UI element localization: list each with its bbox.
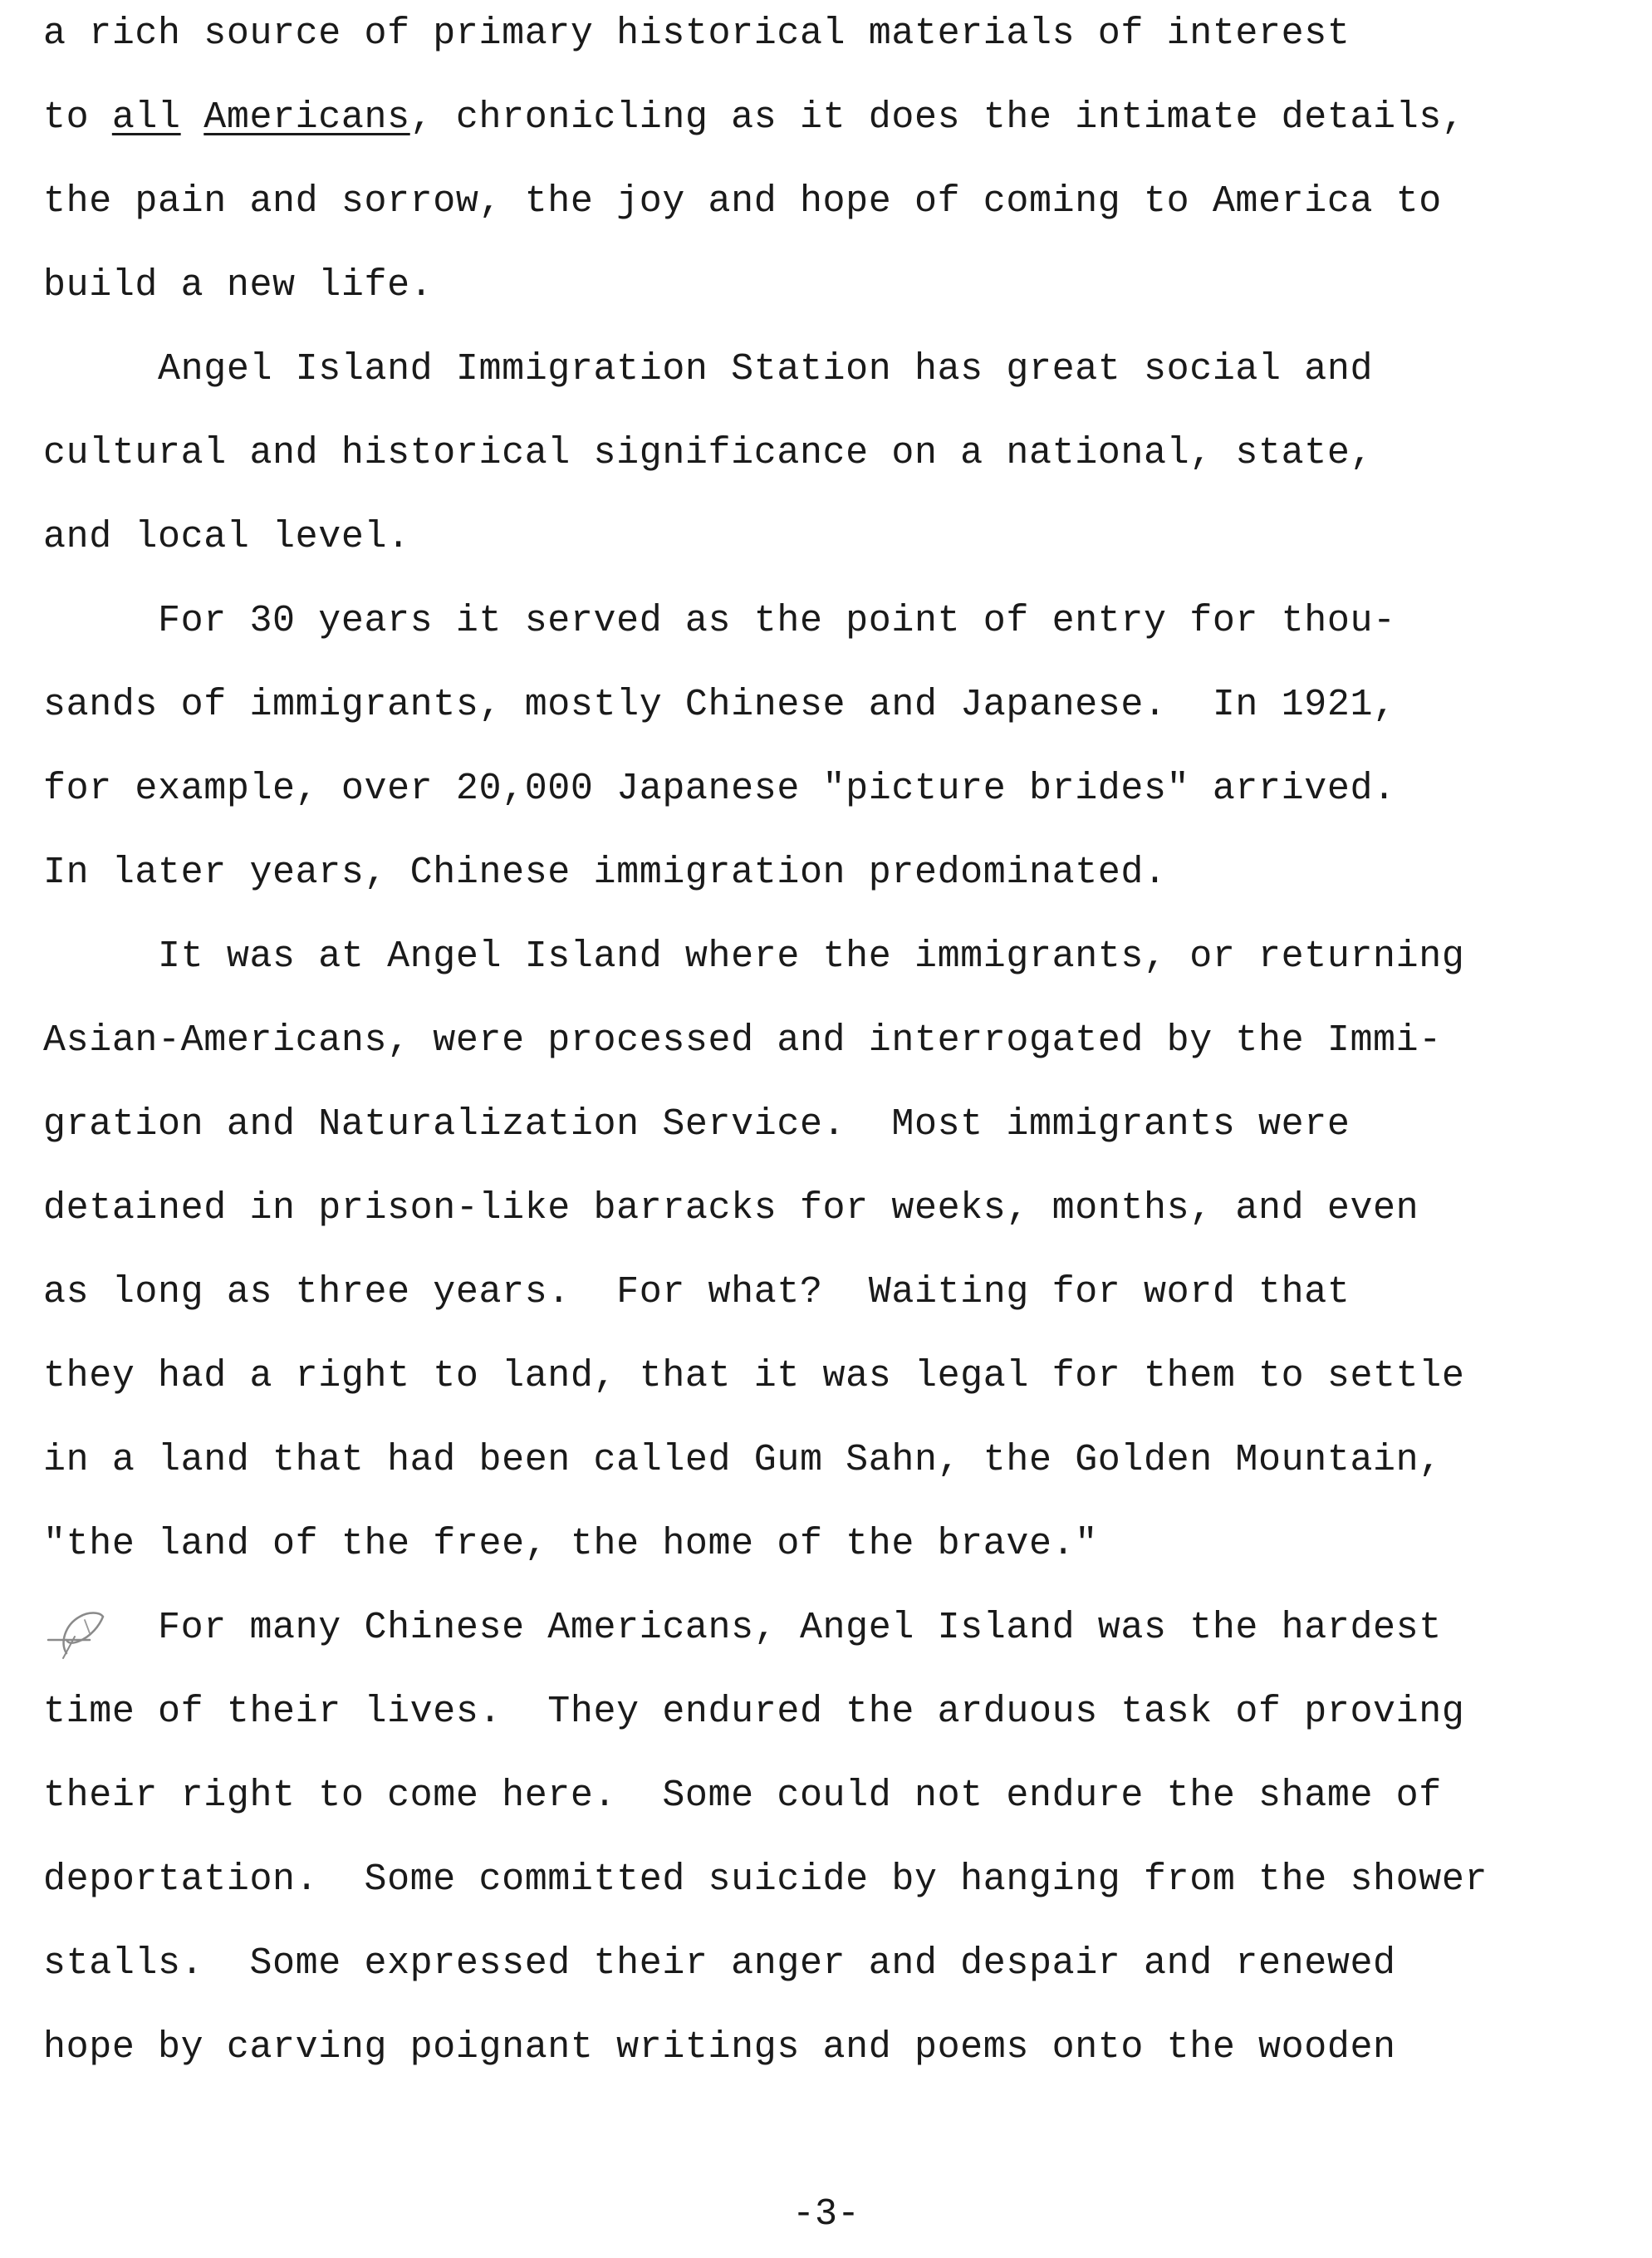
text-line bbox=[43, 518, 410, 602]
text-line bbox=[43, 686, 1396, 770]
text-segment: It was at Angel Island where the immigrants, or returning bbox=[43, 935, 1465, 978]
text-segment: in a land that had been called Gum Sahn, the Golden Mountain, bbox=[43, 1439, 1442, 1481]
text-segment: hope by carving poignant writings and poems onto the wooden bbox=[43, 2026, 1396, 2069]
underlined-text: all bbox=[111, 96, 181, 139]
text-line bbox=[43, 935, 1465, 1022]
text-segment: deportation. Some committed suicide by hanging from the shower bbox=[43, 1858, 1488, 1901]
text-segment: cultural and historical significance on a national, state, bbox=[43, 432, 1374, 474]
text-segment: Angel Island Immigration Station has great social and bbox=[43, 348, 1374, 390]
text-line bbox=[43, 602, 1396, 686]
text-line bbox=[43, 1693, 1464, 1777]
text-line bbox=[43, 1609, 1442, 1693]
text-line bbox=[43, 1525, 1098, 1609]
page-number: -3- bbox=[792, 2193, 860, 2236]
text-segment: , chronicling as it does the intimate details, bbox=[409, 96, 1465, 139]
text-line bbox=[43, 1774, 1442, 1861]
text-line bbox=[43, 12, 1351, 99]
text-line bbox=[43, 2026, 1396, 2113]
text-line bbox=[43, 1187, 1419, 1274]
text-line bbox=[43, 180, 1442, 267]
text-segment: they had a right to land, that it was legal for them to settle bbox=[43, 1355, 1465, 1397]
text-segment: Asian-Americans, were processed and interrogated by the Immi- bbox=[43, 1019, 1442, 1062]
text-segment: for example, over 20,000 Japanese "picture brides" arrived. bbox=[43, 768, 1396, 810]
text-line bbox=[43, 1357, 1464, 1441]
text-line bbox=[43, 1858, 1488, 1945]
text-segment: and local level. bbox=[43, 516, 410, 558]
text-segment: detained in prison-like barracks for weeks, months, and even bbox=[43, 1187, 1419, 1230]
text-segment: time of their lives. They endured the arduous task of proving bbox=[43, 1691, 1465, 1733]
text-segment: their right to come here. Some could not endure the shame of bbox=[43, 1774, 1442, 1817]
text-segment: the pain and sorrow, the joy and hope of coming to America to bbox=[43, 180, 1442, 223]
text-line bbox=[43, 770, 1396, 854]
text-segment: For many Chinese Americans, Angel Island was the hardest bbox=[43, 1607, 1442, 1649]
text-segment: In later years, Chinese immigration predominated. bbox=[43, 852, 1167, 894]
text-segment: a rich source of primary historical materials of interest bbox=[43, 12, 1351, 55]
text-segment: gration and Naturalization Service. Most immigrants were bbox=[43, 1103, 1351, 1146]
text-segment: as long as three years. For what? Waiting for word that bbox=[43, 1271, 1351, 1313]
text-line bbox=[43, 96, 1465, 183]
text-segment: build a new life. bbox=[43, 264, 434, 307]
text-line bbox=[43, 854, 1167, 938]
text-segment: to bbox=[43, 96, 112, 139]
text-line bbox=[43, 1019, 1442, 1106]
text-line bbox=[43, 1103, 1351, 1190]
text-segment: For 30 years it served as the point of entry for thou- bbox=[43, 600, 1396, 642]
text-line bbox=[43, 348, 1374, 434]
text-line bbox=[43, 1271, 1351, 1357]
text-line bbox=[43, 1441, 1442, 1525]
text-segment bbox=[181, 96, 204, 139]
text-line bbox=[43, 434, 1373, 518]
handwritten-paragraph-mark-icon bbox=[42, 1603, 111, 1665]
text-segment: sands of immigrants, mostly Chinese and Japanese. In 1921, bbox=[43, 684, 1396, 726]
text-line bbox=[43, 1942, 1396, 2029]
underlined-text: Americans bbox=[203, 96, 410, 139]
text-line bbox=[43, 264, 434, 351]
text-segment: "the land of the free, the home of the brave." bbox=[43, 1523, 1098, 1565]
text-segment: stalls. Some expressed their anger and despair and renewed bbox=[43, 1942, 1396, 1985]
